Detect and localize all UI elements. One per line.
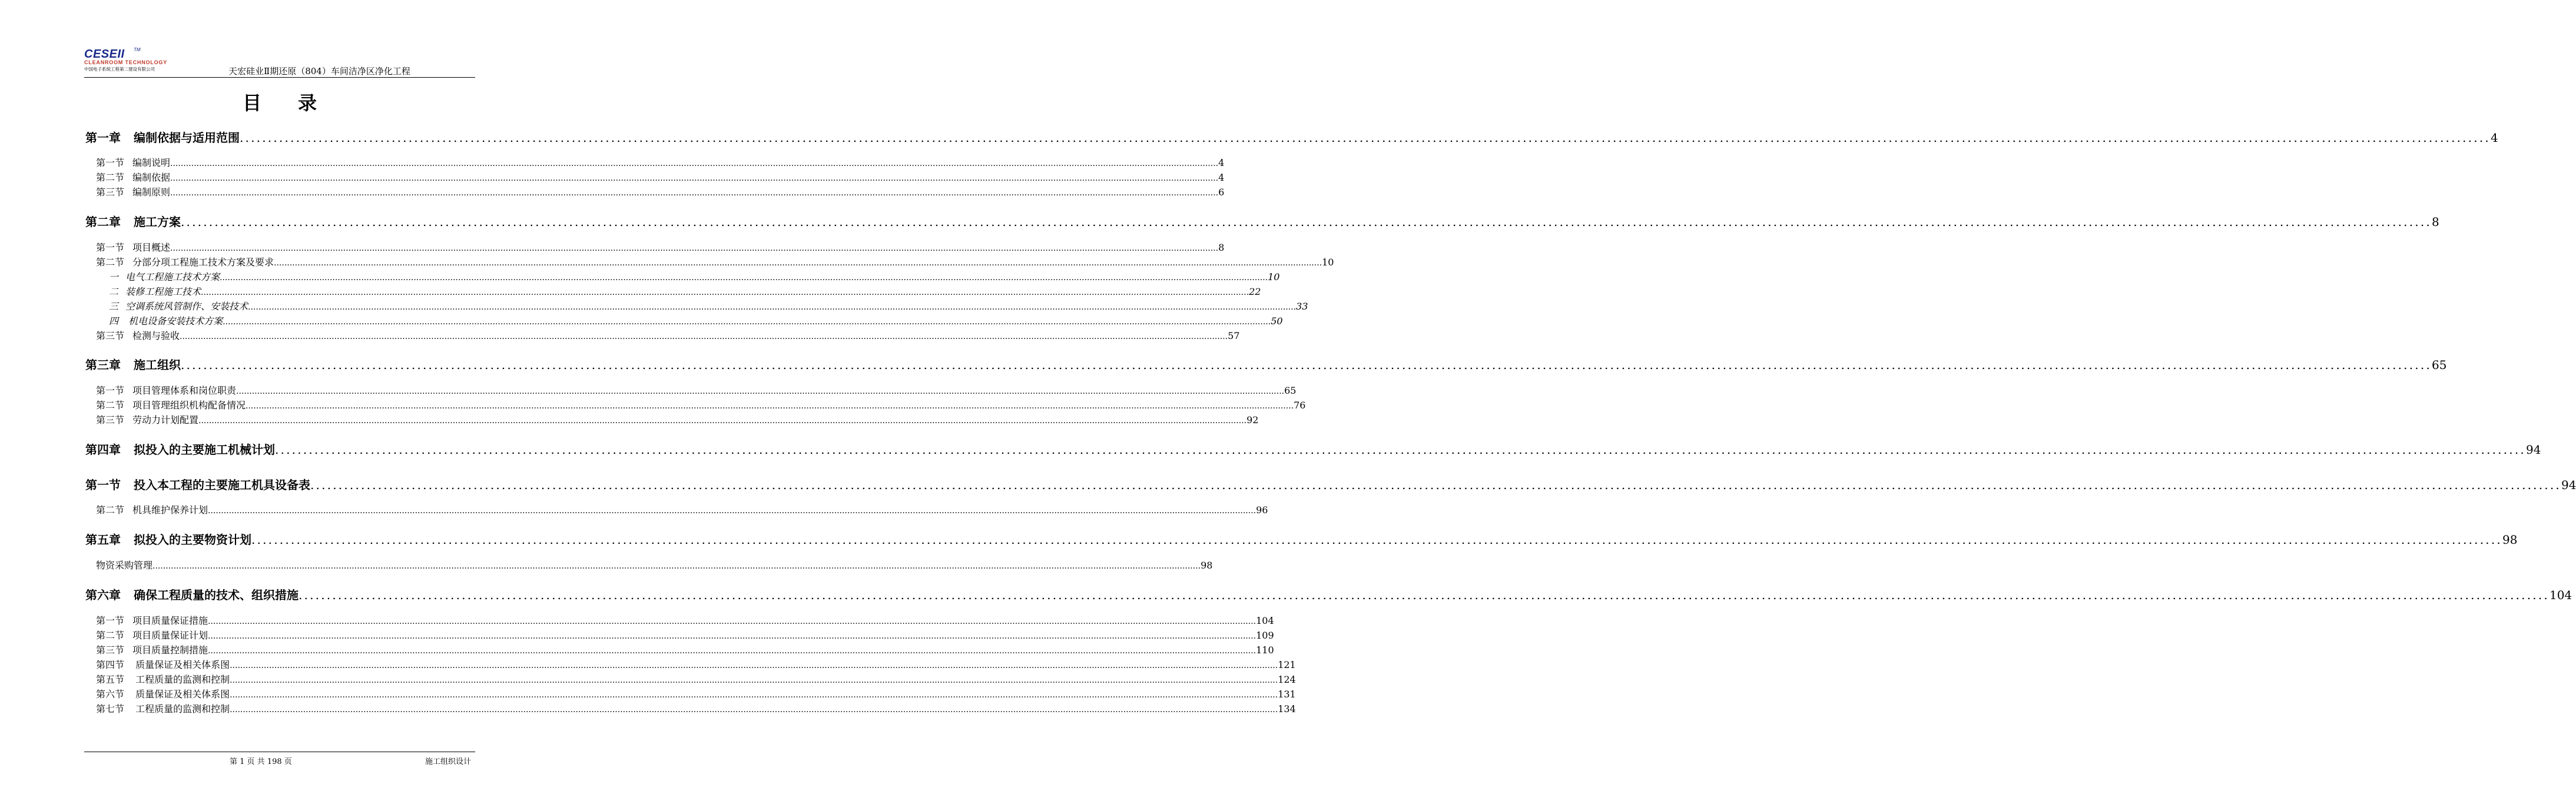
toc-leader-dots: ................................................................................................................................................................................................................................................................................................................................................................................................................	[180, 332, 1228, 341]
toc-entry-number: 第一节	[96, 242, 125, 253]
toc-leader-dots: ................................................................................................................................................................................................................................................................................................................................................................................................................	[230, 676, 1278, 685]
toc-section-entry[interactable]	[96, 702, 1296, 715]
toc-section-entry[interactable]	[96, 170, 1225, 184]
toc-subsection-entry[interactable]	[109, 284, 1261, 298]
toc-page-number: 104	[1256, 615, 1274, 626]
toc-subsection-entry[interactable]	[109, 270, 1280, 283]
toc-entry-label	[96, 643, 208, 656]
toc-leader-dots: ................................................................................................................................................................................................................................................................................................................................................................................................................	[208, 617, 1256, 626]
toc-page-number: 50	[1271, 315, 1283, 327]
toc-leader-dots: ................................................................................................................................................................................................................................................................................................................................................................................................................	[230, 690, 1278, 700]
toc-entry-title: 项目管理体系和岗位职责	[132, 385, 237, 396]
toc-leader-dots: ................................................................................................................................................................................................................................................................................................................................................................................................................	[201, 288, 1249, 297]
toc-entry-label	[85, 530, 251, 547]
toc-page-number: 92	[1246, 414, 1259, 426]
toc-entry-number: 第一节	[96, 385, 125, 396]
toc-leader-dots: ................................................................................................................................................................................................................................................................................................................................................................................................................	[170, 174, 1219, 183]
toc-entry-number: 第二节	[96, 257, 125, 268]
toc-leader-dots: ................................................................................................................................................................................................................................................................................................................................................................................................................	[170, 159, 1219, 168]
toc-entry-label	[96, 558, 152, 571]
toc-chapter-entry[interactable]	[85, 355, 2447, 373]
toc-entry-title: 拟投入的主要物资计划	[134, 533, 251, 547]
toc-entry-title: 编制说明	[132, 157, 171, 168]
toc-page-number: 4	[2490, 131, 2498, 145]
toc-entry-title: 装修工程施工技术	[125, 286, 201, 297]
toc-page-number: 98	[1201, 560, 1213, 571]
toc-entry-title: 施工方案	[134, 215, 181, 229]
toc-section-entry[interactable]	[96, 413, 1259, 426]
toc-entry-number: 第五章	[85, 533, 121, 547]
toc-entry-label	[85, 586, 299, 603]
toc-entry-number: 二	[109, 286, 119, 297]
toc-chapter-entry[interactable]	[85, 440, 2541, 457]
toc-entry-label	[96, 170, 170, 184]
toc-entry-number: 第四节	[96, 659, 125, 670]
toc-entry-label	[109, 284, 201, 298]
footer-document-type: 施工组织设计	[425, 757, 472, 766]
toc-entry-title: 确保工程质量的技术、组织措施	[134, 588, 299, 602]
toc-entry-number: 第五节	[96, 674, 125, 685]
toc-page-number: 22	[1249, 286, 1261, 297]
toc-leader-dots: ................................................................................................................................................................................................................................................................................................................................................................................................................	[220, 273, 1268, 282]
toc-entry-number: 四	[109, 315, 119, 327]
toc-entry-number: 第二章	[85, 215, 121, 229]
toc-section-entry[interactable]	[96, 643, 1274, 656]
toc-leader-dots: ................................................................................................................................................................................................................................................................................................................................................................................................................	[230, 661, 1278, 670]
toc-leader-dots: ................................................................................................................................................................................................................................................................................................................................................................................................................	[170, 244, 1219, 253]
toc-entry-title: 编制依据	[132, 172, 171, 183]
toc-leader-dots: ................................................................................................................................................................................................................................................................................................................................................................................................................	[275, 443, 2526, 457]
toc-page-number: 4	[1218, 172, 1225, 183]
toc-entry-title: 施工组织	[134, 358, 181, 372]
toc-entry-number: 第二节	[96, 630, 125, 641]
toc-page-number: 65	[2431, 358, 2447, 372]
toc-leader-dots: ................................................................................................................................................................................................................................................................................................................................................................................................................	[181, 215, 2432, 229]
toc-page-number: 110	[1256, 644, 1274, 656]
toc-entry-title: 项目质量保证措施	[132, 615, 208, 626]
toc-entry-label	[109, 270, 220, 283]
toc-entry-label	[109, 299, 248, 313]
toc-entry-label	[96, 613, 208, 627]
toc-entry-label	[96, 255, 274, 268]
toc-entry-title: 空调系统风管制作、安装技术	[125, 301, 248, 312]
toc-section-entry[interactable]	[96, 155, 1225, 169]
toc-chapter-entry[interactable]	[85, 128, 2498, 145]
toc-leader-dots: ................................................................................................................................................................................................................................................................................................................................................................................................................	[246, 401, 1294, 411]
toc-entry-label	[96, 155, 170, 169]
toc-page-number: 65	[1284, 385, 1297, 396]
toc-entry-number: 三	[109, 301, 119, 312]
toc-entry-label	[96, 657, 230, 671]
toc-section-entry[interactable]	[96, 328, 1240, 342]
toc-leader-dots: ................................................................................................................................................................................................................................................................................................................................................................................................................	[152, 561, 1201, 571]
toc-page-number: 4	[1218, 157, 1225, 168]
toc-section-entry[interactable]	[96, 255, 1334, 268]
toc-entry-number: 第三章	[85, 358, 121, 372]
toc-entry-title: 电气工程施工技术方案	[125, 271, 220, 282]
toc-section-entry[interactable]	[96, 398, 1306, 411]
toc-entry-number: 第三节	[96, 187, 125, 198]
toc-entry-label	[96, 328, 180, 342]
toc-entry-label	[85, 440, 275, 457]
toc-entry-title: 编制原则	[132, 187, 171, 198]
toc-page-number: 131	[1278, 689, 1296, 700]
toc-entry-title: 项目质量保证计划	[132, 630, 208, 641]
toc-entry-label	[96, 398, 246, 411]
toc-page-number: 10	[1268, 271, 1280, 282]
toc-page-number: 8	[1218, 242, 1225, 253]
toc-chapter-entry[interactable]	[85, 212, 2439, 230]
toc-entry-label	[85, 355, 181, 373]
toc-leader-dots: ................................................................................................................................................................................................................................................................................................................................................................................................................	[170, 188, 1219, 198]
toc-leader-dots: ................................................................................................................................................................................................................................................................................................................................................................................................................	[310, 478, 2561, 492]
logo-tagline: CLEANROOM TECHNOLOGY	[84, 59, 167, 65]
toc-entry-number: 第三节	[96, 644, 125, 656]
toc-leader-dots: ................................................................................................................................................................................................................................................................................................................................................................................................................	[198, 416, 1247, 426]
toc-section-entry[interactable]	[96, 240, 1225, 254]
header-divider	[84, 77, 475, 78]
toc-page-number: 124	[1278, 674, 1296, 685]
logo-wordmark: CESEII	[84, 48, 125, 61]
toc-entry-label	[85, 476, 310, 493]
toc-leader-dots: ................................................................................................................................................................................................................................................................................................................................................................................................................	[208, 646, 1256, 656]
toc-entry-title: 工程质量的监测和控制	[132, 674, 230, 685]
company-logo	[84, 48, 173, 74]
toc-leader-dots: ................................................................................................................................................................................................................................................................................................................................................................................................................	[208, 506, 1256, 516]
toc-entry-number: 第六节	[96, 689, 125, 700]
toc-entry-title: 物资采购管理	[96, 560, 153, 571]
toc-entry-number: 第一节	[85, 478, 121, 492]
toc-entry-label	[96, 702, 230, 715]
toc-leader-dots: ................................................................................................................................................................................................................................................................................................................................................................................................................	[223, 317, 1271, 327]
toc-leader-dots: ................................................................................................................................................................................................................................................................................................................................................................................................................	[248, 303, 1297, 312]
toc-entry-label	[96, 383, 236, 397]
toc-entry-title: 投入本工程的主要施工机具设备表	[134, 478, 310, 492]
toc-entry-title: 项目质量控制措施	[132, 644, 208, 656]
toc-entry-title: 项目概述	[132, 242, 171, 253]
toc-page-number: 10	[1322, 257, 1334, 268]
toc-section-entry[interactable]	[96, 185, 1225, 198]
toc-entry-title: 项目管理组织机构配备情况	[132, 400, 246, 411]
toc-entry-label	[96, 185, 170, 198]
toc-title: 目录	[242, 92, 353, 114]
header-project-title: 天宏硅业Ⅱ期还原（804）车间洁净区净化工程	[228, 66, 410, 77]
toc-page-number: 98	[2502, 533, 2518, 547]
toc-section-entry[interactable]	[96, 672, 1296, 686]
toc-entry-number: 第三节	[96, 414, 125, 426]
toc-entry-label	[85, 128, 240, 145]
toc-page-number: 33	[1296, 301, 1308, 312]
logo-trademark: TM	[134, 47, 141, 52]
toc-entry-number: 第二节	[96, 172, 125, 183]
toc-leader-dots: ................................................................................................................................................................................................................................................................................................................................................................................................................	[236, 387, 1285, 396]
toc-entry-label	[96, 240, 170, 254]
toc-entry-label	[96, 628, 208, 642]
toc-entry-number: 一	[109, 271, 119, 282]
toc-entry-number: 第四章	[85, 443, 121, 457]
toc-chapter-entry[interactable]	[85, 530, 2518, 547]
toc-leader-dots: ................................................................................................................................................................................................................................................................................................................................................................................................................	[299, 588, 2550, 602]
toc-page-number: 94	[2525, 443, 2541, 457]
toc-leader-dots: ................................................................................................................................................................................................................................................................................................................................................................................................................	[181, 358, 2432, 372]
toc-section-entry[interactable]	[96, 503, 1268, 516]
toc-entry-title: 质量保证及相关体系图	[132, 659, 230, 670]
toc-page-number: 57	[1228, 330, 1240, 341]
toc-section-entry[interactable]	[96, 628, 1274, 642]
toc-entry-title: 质量保证及相关体系图	[132, 689, 230, 700]
toc-entry-number: 第六章	[85, 588, 121, 602]
toc-entry-label	[96, 687, 230, 700]
toc-section-entry[interactable]	[96, 613, 1274, 627]
toc-leader-dots: ................................................................................................................................................................................................................................................................................................................................................................................................................	[240, 131, 2491, 145]
toc-section-entry[interactable]	[96, 657, 1296, 671]
toc-leader-dots: ................................................................................................................................................................................................................................................................................................................................................................................................................	[274, 258, 1322, 268]
toc-chapter-entry[interactable]	[85, 476, 2576, 493]
toc-entry-title: 编制依据与适用范围	[134, 131, 240, 145]
toc-section-entry[interactable]	[96, 558, 1213, 571]
toc-page-number: 96	[1256, 504, 1268, 516]
toc-page-number: 109	[1256, 630, 1274, 641]
footer-page-number: 第 1 页 共 198 页	[230, 757, 292, 766]
toc-section-entry[interactable]	[96, 687, 1296, 700]
toc-entry-number: 第一章	[85, 131, 121, 145]
toc-leader-dots: ................................................................................................................................................................................................................................................................................................................................................................................................................	[230, 705, 1278, 714]
toc-entry-number: 第一节	[96, 157, 125, 168]
toc-entry-number: 第二节	[96, 504, 125, 516]
toc-page-number: 121	[1278, 659, 1296, 670]
logo-company-name: 中国电子系统工程第二建设有限公司	[84, 67, 155, 72]
toc-entry-title: 拟投入的主要施工机械计划	[134, 443, 275, 457]
toc-entry-number: 第一节	[96, 615, 125, 626]
toc-entry-number: 第二节	[96, 400, 125, 411]
toc-page-number: 134	[1278, 703, 1296, 714]
toc-leader-dots: ................................................................................................................................................................................................................................................................................................................................................................................................................	[208, 632, 1256, 641]
toc-entry-title: 机具维护保养计划	[132, 504, 208, 516]
toc-leader-dots: ................................................................................................................................................................................................................................................................................................................................................................................................................	[251, 533, 2502, 547]
toc-subsection-entry[interactable]	[109, 299, 1308, 313]
toc-entry-label	[96, 503, 208, 516]
toc-entry-title: 分部分项工程施工技术方案及要求	[132, 257, 274, 268]
toc-page-number: 94	[2561, 478, 2576, 492]
toc-entry-label	[85, 212, 181, 230]
toc-entry-label	[96, 413, 198, 426]
toc-subsection-entry[interactable]	[109, 314, 1283, 327]
toc-entry-title: 工程质量的监测和控制	[132, 703, 230, 714]
toc-entry-title: 机电设备安装技术方案	[125, 315, 223, 327]
toc-page-number: 8	[2431, 215, 2439, 229]
toc-entry-label	[96, 672, 230, 686]
toc-page-number: 76	[1294, 400, 1306, 411]
toc-entry-number: 第三节	[96, 330, 125, 341]
toc-chapter-entry[interactable]	[85, 586, 2572, 603]
toc-entry-title: 劳动力计划配置	[132, 414, 199, 426]
toc-page-number: 104	[2549, 588, 2572, 602]
toc-section-entry[interactable]	[96, 383, 1297, 397]
toc-entry-label	[109, 314, 223, 327]
toc-page-number: 6	[1218, 187, 1225, 198]
toc-entry-number: 第七节	[96, 703, 125, 714]
toc-entry-title: 检测与验收	[132, 330, 180, 341]
